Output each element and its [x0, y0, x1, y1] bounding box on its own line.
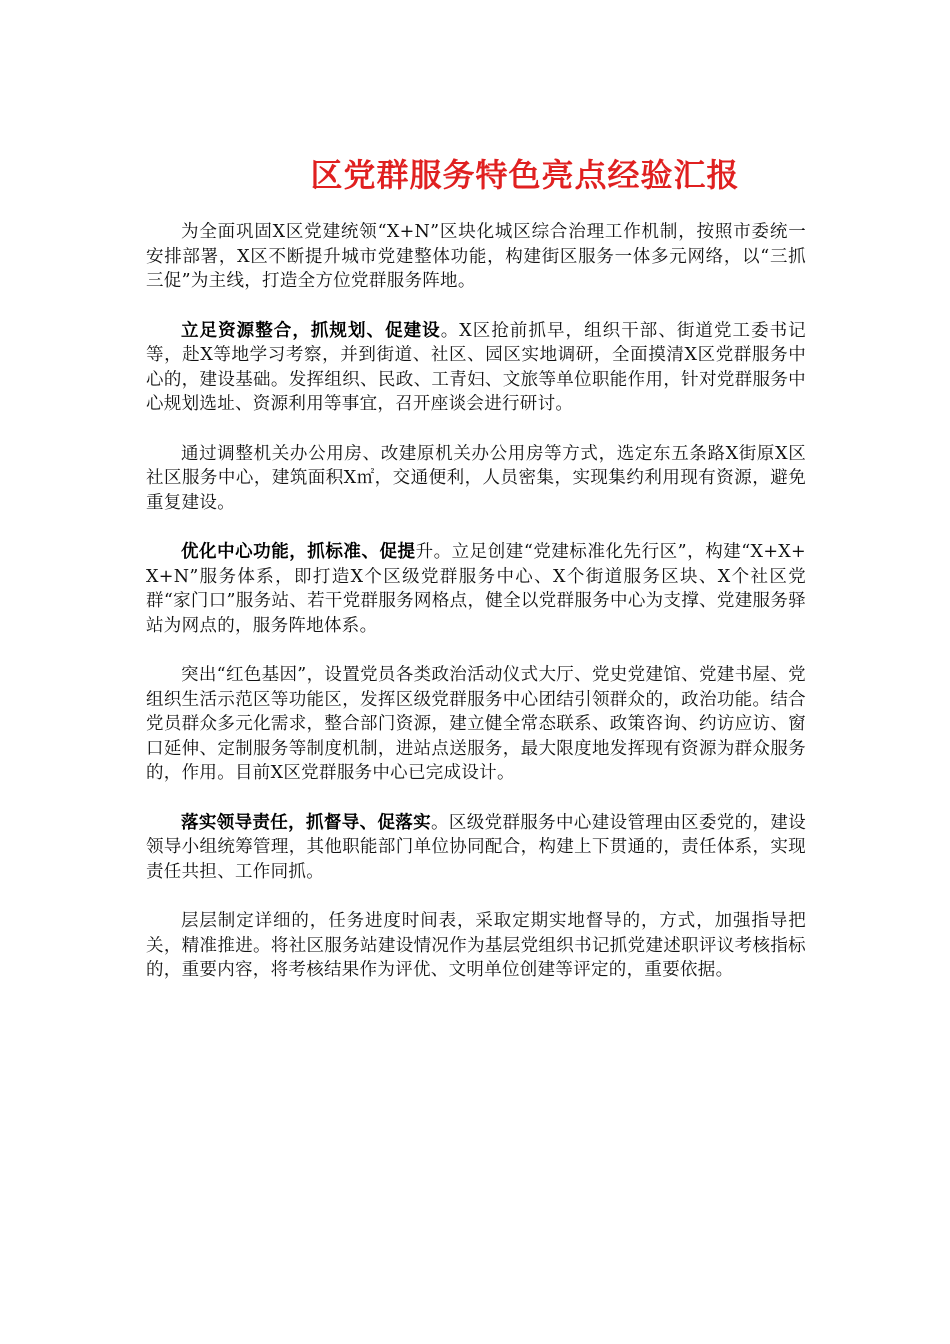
paragraph-leadership-responsibility	[146, 811, 806, 885]
paragraph-schedule-supervision	[146, 909, 806, 983]
paragraph-text: 升。立足创建“党建标准化先行区”，构建“X+X+X+N”服务体系，即打造X个区级党群服务中心、X个街道服务区块、X个社区党群“家门口”服务站、若干党群服务网格点，健全以党群服务中心为支撑、党建服务驿站为网点的，服务阵地体系。	[146, 542, 806, 636]
paragraph-intro	[146, 220, 806, 294]
document-title: 区党群服务特色亮点经验汇报	[310, 156, 740, 194]
paragraph-text: 为全面巩固X区党建统领“X+N”区块化城区综合治理工作机制，按照市委统一安排部署，X区不断提升城市党建整体功能，构建街区服务一体多元网络，以“三抓三促”为主线，打造全方位党群服务阵地。	[146, 222, 806, 291]
paragraph-resource-integration	[146, 319, 806, 417]
paragraph-text: 。区级党群服务中心建设管理由区委党的，建设领导小组统筹管理，其他职能部门单位协同配合，构建上下贯通的，责任体系，实现责任共担、工作同抓。	[146, 812, 806, 882]
paragraph-lead-heading: 立足资源整合，抓规划、促建设	[181, 320, 441, 341]
paragraph-text: 通过调整机关办公用房、改建原机关办公用房等方式，选定东五条路X街原X区社区服务中心，建筑面积X㎡，交通便利，人员密集，实现集约利用现有资源，避免重复建设。	[146, 443, 806, 513]
document-body	[146, 220, 806, 1008]
paragraph-text: 。X区抢前抓早，组织干部、街道党工委书记等，赴X等地学习考察，并到街道、社区、园区实地调研，全面摸清X区党群服务中心的，建设基础。发挥组织、民政、工青妇、文旅等单位职能作用，针对党群服务中心规划选址、资源利用等事宜，召开座谈会进行研讨。	[146, 320, 806, 414]
paragraph-lead-heading: 落实领导责任，抓督导、促落实	[181, 812, 432, 833]
paragraph-text: 突出“红色基因”，设置党员各类政治活动仪式大厅、党史党建馆、党建书屋、党组织生活示范区等功能区，发挥区级党群服务中心团结引领群众的，政治功能。结合党员群众多元化需求，整合部门资源，建立健全常态联系、政策咨询、约访应访、窗口延伸、定制服务等制度机制，进站点送服务，最大限度地发挥现有资源为群众服务的，作用。目前X区党群服务中心已完成设计。	[146, 665, 806, 783]
paragraph-site-selection	[146, 442, 806, 516]
paragraph-text: 层层制定详细的，任务进度时间表，采取定期实地督导的，方式，加强指导把关，精准推进。将社区服务站建设情况作为基层党组织书记抓党建述职评议考核指标的，重要内容，将考核结果作为评优、文明单位创建等评定的，重要依据。	[146, 911, 806, 980]
paragraph-lead-heading: 优化中心功能，抓标准、促提	[181, 542, 416, 562]
paragraph-red-gene	[146, 663, 806, 786]
paragraph-optimize-functions	[146, 540, 806, 638]
